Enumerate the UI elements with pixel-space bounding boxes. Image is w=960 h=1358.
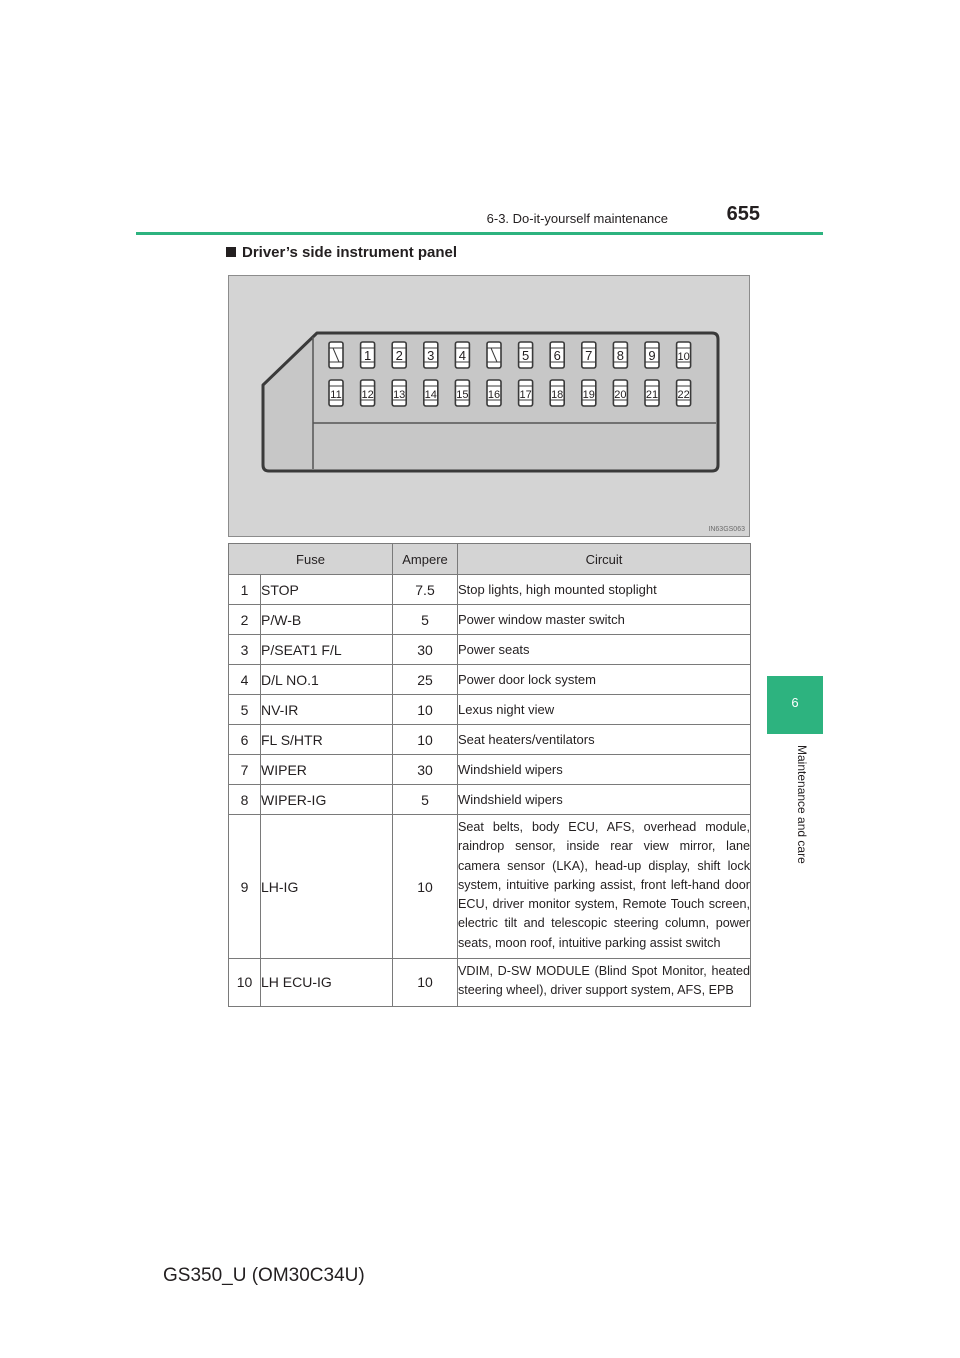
square-bullet-icon [226,247,236,257]
fuse-ampere: 7.5 [393,575,458,605]
header-fuse: Fuse [229,544,393,575]
fuse-name: D/L NO.1 [261,665,393,695]
fuse-slot [329,380,343,406]
table-row [229,725,751,755]
fuse-ampere: 30 [393,635,458,665]
fuse-slot-label: 15 [456,389,469,401]
fuse-ampere: 10 [393,695,458,725]
fuse-slot-label: 21 [645,389,659,401]
header-section: 6-3. Do-it-yourself maintenance [486,211,668,226]
fuse-circuit: Lexus night view [458,695,751,725]
fuse-slot [455,342,469,368]
chapter-tab [767,676,823,734]
fuse-number: 10 [229,959,261,1007]
fuse-slot [550,342,564,368]
fuse-ampere: 5 [393,785,458,815]
fuse-slot [613,342,627,368]
table-row [229,635,751,665]
fuse-slot-label: 22 [677,389,690,401]
fuse-slot [519,342,533,368]
fuse-name: LH ECU-IG [261,959,393,1007]
fuse-name: WIPER [261,755,393,785]
fuse-circuit: Power seats [458,635,751,665]
fuse-ampere: 5 [393,605,458,635]
fuse-table [228,543,751,1007]
fuse-ampere: 10 [393,815,458,959]
fuse-slot [550,380,564,406]
fuse-slot [361,380,375,406]
fuse-slot-empty [487,342,501,368]
fuse-circuit: VDIM, D-SW MODULE (Blind Spot Monitor, heated steering wheel), driver support system, AFS, EPB [458,959,751,1007]
chapter-number: 6 [791,695,799,710]
fuse-number: 5 [229,695,261,725]
fuse-slot-label: 1 [363,348,372,363]
fuse-slot-label: 11 [330,389,342,401]
fuse-slot [424,342,438,368]
table-header-row [229,544,751,575]
fuse-ampere: 25 [393,665,458,695]
fuse-number: 3 [229,635,261,665]
fuse-circuit: Windshield wipers [458,755,751,785]
fuse-circuit: Power door lock system [458,665,751,695]
table-row [229,959,751,1007]
fuse-slot-empty [329,342,343,368]
fuse-slot-label: 6 [553,348,561,363]
fuse-slot-label: 10 [677,351,690,363]
fuse-ampere: 10 [393,725,458,755]
fuse-number: 7 [229,755,261,785]
fuse-slot [645,342,659,368]
section-title-text: Driver’s side instrument panel [242,244,458,261]
fuse-slot-label: 14 [424,389,437,401]
fuse-slot-label: 4 [458,348,467,363]
fuse-name: P/W-B [261,605,393,635]
fuse-slot [677,342,691,368]
fuse-number: 9 [229,815,261,959]
fuse-slot [677,380,691,406]
table-row [229,605,751,635]
fuse-slot-label: 17 [519,389,532,401]
fuse-slot-label: 12 [361,389,374,401]
fuse-circuit: Stop lights, high mounted stoplight [458,575,751,605]
fuse-name: WIPER-IG [261,785,393,815]
fuse-slot-label: 5 [521,348,530,363]
fuse-slot-label: 19 [582,389,595,401]
fuse-slot [392,342,406,368]
table-row [229,755,751,785]
table-row [229,665,751,695]
fuse-number: 2 [229,605,261,635]
fuse-slot-label: 18 [551,389,564,401]
table-row [229,815,751,959]
fuse-slot [613,380,627,406]
header-ampere: Ampere [393,544,458,575]
fuse-number: 4 [229,665,261,695]
fuse-circuit: Power window master switch [458,605,751,635]
fuse-box-figure [228,275,750,537]
table-row [229,785,751,815]
table-row [229,575,751,605]
fuse-circuit: Windshield wipers [458,785,751,815]
fuse-slot [424,380,438,406]
fuse-slot [582,380,596,406]
fuse-box-diagram [229,276,751,538]
fuse-slot [645,380,659,406]
fuse-slot-label: 7 [585,348,593,363]
fuse-name: FL S/HTR [261,725,393,755]
figure-code: IN63GS063 [708,526,745,533]
fuse-slot [582,342,596,368]
fuse-slot [487,380,501,406]
fuse-ampere: 10 [393,959,458,1007]
fuse-slot [361,342,375,368]
fuse-number: 1 [229,575,261,605]
fuse-name: NV-IR [261,695,393,725]
fuse-slot [392,380,406,406]
header-circuit: Circuit [458,544,751,575]
header-rule [136,232,823,235]
fuse-slot [519,380,533,406]
fuse-slot-label: 20 [614,389,627,401]
fuse-number: 6 [229,725,261,755]
chapter-label: Maintenance and care [795,745,809,864]
page-number: 655 [726,203,760,225]
fuse-slot-label: 3 [427,348,435,363]
table-row [229,695,751,725]
fuse-slot-label: 2 [395,348,403,363]
footer-model: GS350_U (OM30C34U) [163,1265,365,1286]
fuse-name: STOP [261,575,393,605]
fuse-circuit: Seat heaters/ventilators [458,725,751,755]
fuse-slot-label: 9 [648,348,656,363]
fuse-name: P/SEAT1 F/L [261,635,393,665]
fuse-slot-label: 16 [487,389,501,401]
fuse-slot-label: 13 [393,389,406,401]
fuse-number: 8 [229,785,261,815]
fuse-circuit: Seat belts, body ECU, AFS, overhead module, raindrop sensor, inside rear view mirror, lane camera sensor (LKA), head-up display, shift lock system, intuitive parking assist, front left-hand door ECU, driver monitor system, Remote Touch screen, electric tilt and telescopic steering column, power seats, moon roof, intuitive parking assist switch [458,815,751,959]
section-title [226,244,457,261]
fuse-slot [455,380,469,406]
fuse-name: LH-IG [261,815,393,959]
fuse-ampere: 30 [393,755,458,785]
fuse-slot-label: 8 [616,348,625,363]
